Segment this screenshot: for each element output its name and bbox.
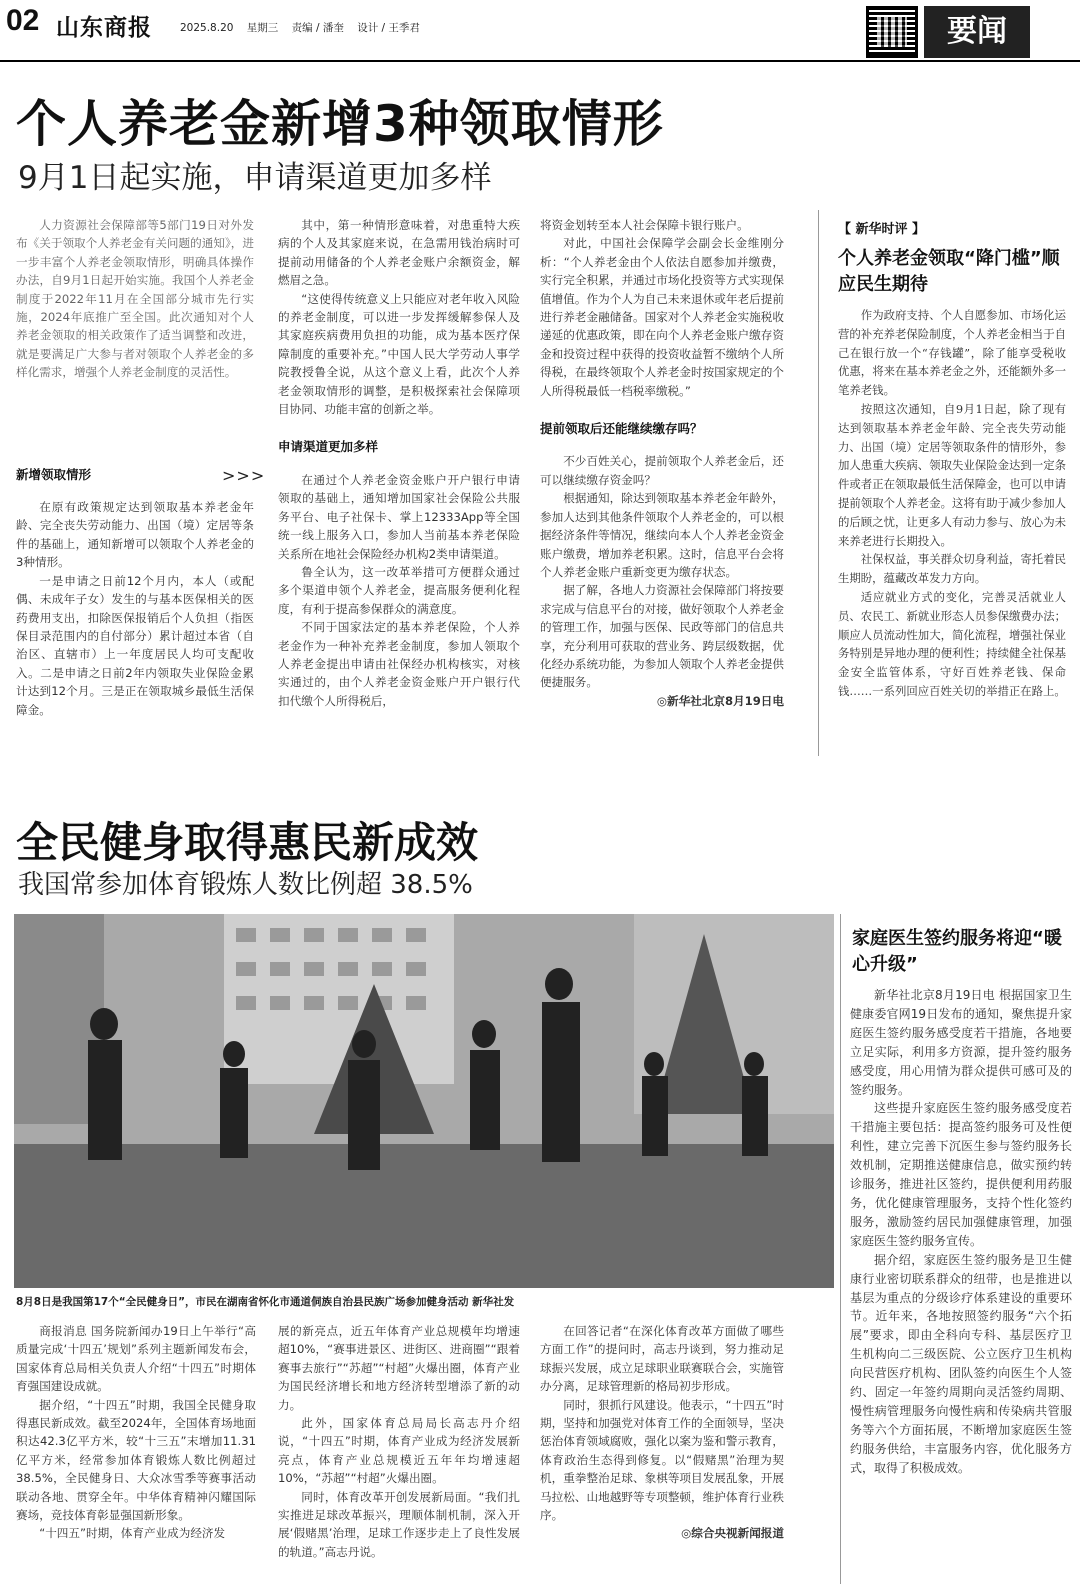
masthead [0, 0, 1080, 52]
commentary-paragraph: 按照这次通知，自9月1日起，除了现有达到领取基本养老金年龄、完全丧失劳动能力、出国（境）定居等领取条件的情形外，参加人患重大疾病、领取失业保险金达到一定条件或者正在领取最低生活保障金，也可以申请提前领取个人养老金。这将有助于减少参加人的后顾之忧，让更多人有动力参与、放心为未来养老进行长期投入。 [838, 401, 1066, 548]
story1-paragraph: 据了解，各地人力资源社会保障部门将按要求完成与信息平台的对接，做好领取个人养老金的管理工作，加强与医保、民政等部门的信息共享，充分利用可获取的营业务、跨层级数据，优化经办系统功能，为参加人领取个人养老金提供便捷服务。 [540, 583, 784, 690]
story2-byline: ◎综合央视新闻报道 [681, 1526, 784, 1541]
story2-paragraph: 商报消息 国务院新闻办19日上午举行“高质量完成‘十四五’规划”系列主题新闻发布会，国家体育总局相关负责人介绍“十四五”时期体育强国建设成就。 [16, 1324, 256, 1394]
family-doctor-paragraph: 这些提升家庭医生签约服务感受度若干措施主要包括：提高签约服务可及性便利性，建立完善下沉医生参与签约服务长效机制，定期推送健康信息，做实预约转诊服务，推进社区签约，提供便利用药服务，优化健康管理服务，支持个性化签约服务，激励签约居民加强健康管理，加强家庭医生签约服务宣传。 [850, 1101, 1072, 1248]
story1-paragraph: 将资金划转至本人社会保障卡银行账户。 [540, 218, 749, 232]
story1-paragraph: 对此，中国社会保障学会副会长金维刚分析：“个人养老金由个人依法自愿参加并缴费，实行完全积累，并通过市场化投资等方式实现保值增值。作为个人为自己未来退休或年老后提前进行养老金融储备。国家对个人养老金实施税收递延的优惠政策，即在向个人养老金账户缴存资金和投资过程中获得的投资收益暂不缴纳个人所得税，在最终领取个人养老金时按国家规定的个人所得税最低一档税率缴税。” [540, 236, 784, 398]
story2-paragraph: 据介绍，“十四五”时期，我国全民健身取得惠民新成效。截至2024年，全国体育场地面积达42.3亿平方米，较“十三五”末增加11.31亿平方米，经常参加体育锻炼人数比例超过38.5%，全民健身日、大众冰雪季等赛事活动联动各地、贯穿全年。中华体育精神闪耀国际赛场，竞技体育彰显强国新形象。 [16, 1397, 256, 1523]
story1-column-1 [16, 216, 254, 756]
family-doctor-title: 家庭医生签约服务将迎“暖心升级” [852, 928, 1062, 975]
sidebar2-divider [840, 914, 841, 1584]
family-doctor-paragraph: 新华社北京8月19日电 根据国家卫生健康委官网19日发布的通知，聚焦提升家庭医生签约服务感受度若干措施，各地要立足实际，利用多方资源，提升签约服务感受度，用心用情为群众提供可感可及的签约服务。 [850, 988, 1072, 1097]
story1-column-2 [278, 216, 520, 756]
story1-paragraph: 不同于国家法定的基本养老保险，个人养老金作为一种补充养老金制度，参加人领取个人养老金提出申请由社保经办机构核实，对核实通过的，由个人养老金资金账户开户银行代扣代缴个人所得税后， [278, 620, 520, 708]
story1-section1-heading: 新增领取情形 [16, 466, 92, 482]
story1-lead: 人力资源社会保障部等5部门19日对外发布《关于领取个人养老金有关问题的通知》，进一步丰富个人养老金领取情形，明确具体操作办法，自9月1日起开始实施。我国个人养老金制度于2022年11月在全国部分城市先行实施，2024年底推广至全国。此次通知对个人养老金领取的相关政策作了适当调整和改进，就是要满足广大参与者对领取个人养老金的多样化需求，增强个人养老金制度的灵活性。 [16, 218, 254, 380]
family-doctor-body [850, 986, 1072, 1584]
masthead-rule [0, 60, 1080, 62]
commentary-paragraph: 作为政府支持、个人自愿参加、市场化运营的补充养老保险制度，个人养老金相当于自己在银行放一个“存钱罐”，除了能享受税收优惠，将来在基本养老金之外，还能额外多一笔养老钱。 [838, 308, 1066, 398]
story2-column-3 [540, 1322, 784, 1584]
issue-weekday: 星期三 [246, 22, 279, 34]
designer-credit: 设计 / 王季君 [357, 22, 420, 34]
paper-name: 山东商报 [56, 14, 152, 41]
story1-paragraph: 在通过个人养老金资金账户开户银行申请领取的基础上，通知增加国家社会保险公共服务平台、电子社保卡、掌上12333App等全国统一线上服务入口，参加人当前基本养老保险关系所在地社会保险经办机构2类申请渠道。 [278, 472, 520, 561]
sidebar-divider [818, 210, 819, 756]
story2-paragraph: 同时，狠抓行风建设。他表示，“十四五”时期，坚持和加强党对体育工作的全面领导，坚决惩治体育领域腐败，强化以案为鉴和警示教育，体育政治生态得到修复。以“假赌黑”治理为契机，重拳整治足球、象棋等项目发展乱象，开展马拉松、山地越野等专项整顿，维护体育行业秩序。 [540, 1397, 784, 1523]
story1-paragraph: 其中，第一种情形意味着，对患重特大疾病的个人及其家庭来说，在急需用钱治病时可提前动用储备的个人养老金账户余额资金，解燃眉之急。 [278, 218, 520, 288]
section-tag: 要闻 [924, 6, 1030, 58]
story1-paragraph: 根据通知，除达到领取基本养老金年龄外，参加人达到其他条件领取个人养老金的，可以根据经济条件等情况，继续向本人个人养老金资金账户缴费，增加养老积累。这时，信息平台会将个人养老金账户重新变更为缴存状态。 [540, 491, 784, 579]
story2-paragraph: 同时，体育改革开创发展新局面。“我们扎实推进足球改革振兴，理顺体制机制，深入开展‘假赌黑’治理，足球工作逐步走上了良性发展的轨道。”高志丹说。 [278, 1489, 520, 1559]
story2-paragraph: 展的新亮点，近五年体育产业总规模年均增速超10%，“赛事进景区、进街区、进商圈”“跟着赛事去旅行”“苏超”“村超”火爆出圈，体育产业为国民经济增长和地方经济转型增添了新的动力。 [278, 1324, 520, 1412]
commentary-title: 个人养老金领取“降门槛”顺应民生期待 [838, 248, 1060, 295]
story2-paragraph: 在回答记者“在深化体育改革方面做了哪些方面工作”的提问时，高志丹谈到，努力推动足球振兴发展，成立足球职业联赛联合会，实施管办分离，足球管理新的格局初步形成。 [540, 1324, 784, 1394]
story1-column-3 [540, 216, 784, 756]
story1-section3-heading: 提前领取后还能继续缴存吗？ [540, 421, 703, 437]
story1-byline: ◎新华社北京8月19日电 [656, 693, 784, 708]
story1-paragraph: 一是申请之日前12个月内，本人（或配偶、未成年子女）发生的与基本医保相关的医药费用支出，扣除医保报销后个人负担（指医保目录范围内的自付部分）累计超过本省（自治区、直辖市）上一年度居民人均可支配收入。二是申请之日前2年内领取失业保险金累计达到12个月。三是正在领取城乡最低生活保障金。 [16, 573, 254, 717]
story2-paragraph: 此外，国家体育总局局长高志丹介绍说，“十四五”时期，体育产业成为经济发展新亮点，体育产业总规模近五年年均增速超10%，“苏超”“村超”火爆出圈。 [278, 1416, 520, 1486]
story1-paragraph: 在原有政策规定达到领取基本养老金年龄、完全丧失劳动能力、出国（境）定居等条件的基础上，通知新增可以领取个人养老金的3种情形。 [16, 500, 254, 570]
story1-paragraph: “这使得传统意义上只能应对老年收入风险的养老金制度，可以进一步发挥缓解参保人及其家庭疾病费用负担的功能，成为基本医疗保障制度的重要补充。”中国人民大学劳动人事学院教授鲁全说，从这个意义上看，此次个人养老金领取情形的调整，是积极探索社会保障项目协同、功能丰富的创新之举。 [278, 291, 520, 417]
family-doctor-paragraph: 据介绍，家庭医生签约服务是卫生健康行业密切联系群众的纽带，也是推进以基层为重点的分级诊疗体系建设的重要环节。近年来，各地按照签约服务“六个拓展”要求，即由全科向专科、基层医疗卫生机构向二三级医院、公立医疗卫生机构向民营医疗机构、团队签约向医生个人签约、固定一年签约周期向灵活签约周期、慢性病管理服务向慢性病和传染病共管服务等六个方面拓展，不断增加家庭医生签约服务供给，丰富服务内容，优化服务方式，取得了积极成效。 [850, 1252, 1072, 1475]
story1-paragraph: 鲁全认为，这一改革举措可方便群众通过多个渠道申领个人养老金，提高服务便利化程度，有利于提高参保群众的满意度。 [278, 564, 520, 616]
commentary-paragraph: 适应就业方式的变化，完善灵活就业人员、农民工、新就业形态人员参保缴费办法；顺应人员流动性加大，简化流程，增强社保业务特别是异地办理的便利性；持续健全社保基金安全监管体系，守好百姓养老钱、保命钱……一系列回应百姓关切的举措正在路上。 [838, 589, 1066, 698]
photo-illustration [14, 914, 834, 1288]
story2-headline: 全民健身取得惠民新成效 [16, 818, 479, 867]
masthead-meta [180, 20, 430, 35]
story2-column-2 [278, 1322, 520, 1584]
commentary-tag: 【 新华时评 】 [838, 222, 926, 237]
story1-subhead: 9月1日起实施，申请渠道更加多样 [18, 160, 492, 196]
commentary-body [838, 306, 1066, 754]
story2-paragraph: “十四五”时期，体育产业成为经济发 [39, 1526, 226, 1541]
story1-headline: 个人养老金新增3种领取情形 [16, 95, 664, 153]
continue-arrows: >>> [222, 466, 266, 485]
page-number: 02 [6, 4, 40, 37]
story1-section2-heading: 申请渠道更加多样 [278, 439, 379, 455]
story2-column-1 [16, 1322, 256, 1584]
issue-date: 2025.8.20 [180, 22, 234, 34]
photo-caption: 8月8日是我国第17个“全民健身日”，市民在湖南省怀化市通道侗族自治县民族广场参加健身活动 新华社发 [16, 1296, 515, 1308]
qr-code-icon[interactable] [866, 6, 918, 58]
story1-paragraph: 不少百姓关心，提前领取个人养老金后，还可以继续缴存资金吗？ [540, 454, 784, 487]
story2-subhead: 我国常参加体育锻炼人数比例超 38.5% [18, 870, 473, 900]
editor-credit: 责编 / 潘奎 [291, 22, 344, 34]
commentary-paragraph: 社保权益，事关群众切身利益，寄托着民生期盼，蕴藏改革发力方向。 [838, 552, 1066, 586]
fitness-dance-photo [14, 914, 834, 1288]
